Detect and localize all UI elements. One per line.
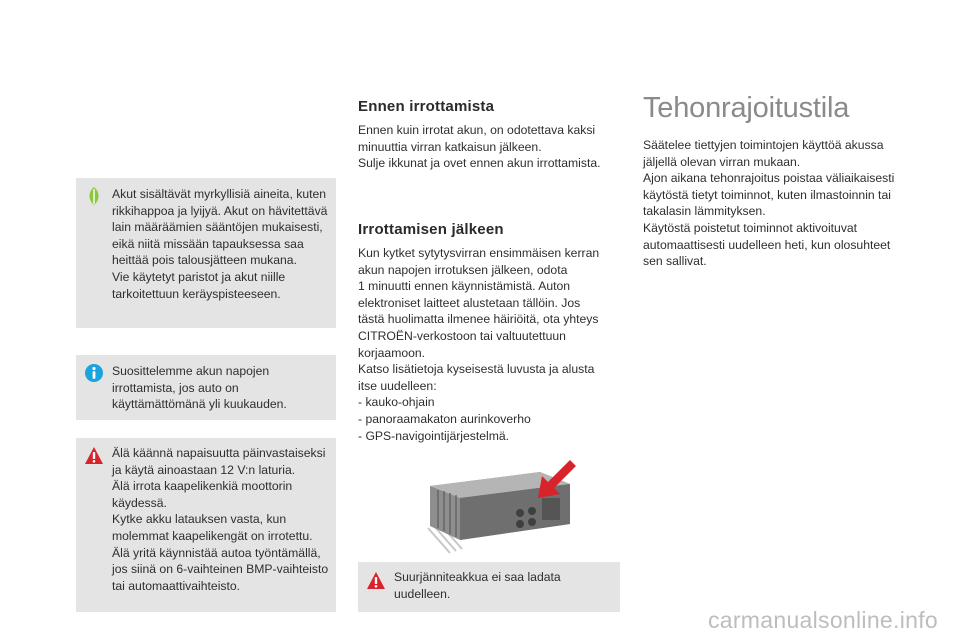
section-title-power-limiting: Tehonrajoitustila bbox=[643, 92, 850, 124]
warning-note-box bbox=[76, 438, 336, 612]
eco-note-box bbox=[76, 178, 336, 328]
warning-icon bbox=[84, 446, 104, 466]
watermark: carmanualsonline.info bbox=[707, 607, 938, 633]
warning-high-voltage-text: Suurjänniteakkua ei saa ladata uudelleen. bbox=[394, 570, 561, 601]
heading-before-disconnecting: Ennen irrottamista bbox=[358, 98, 495, 115]
info-note-text: Suosittelemme akun napojen irrottamista, jos auto on käyttämättömänä yli kuukauden. bbox=[112, 364, 287, 412]
warning-high-voltage-box bbox=[358, 562, 620, 612]
paragraph-power-limiting: Säätelee tiettyjen toimintojen käyttöä akussa jäljellä olevan virran mukaan. Ajon aikana tehonrajoitus poistaa väliaikaisesti käytöstä tietyt toiminnot, kuten ilmastoinnin tai takalasin lämmityksen. Käytöstä poistetut toiminnot aktivoituvat automaattisesti uudelleen heti, kun olosuhteet sen sallivat. bbox=[643, 138, 895, 269]
info-note-box bbox=[76, 355, 336, 420]
warning-icon bbox=[366, 571, 386, 591]
eco-note-text: Akut sisältävät myrkyllisiä aineita, kuten rikkihappoa ja lyijyä. Akut on hävitettävä lain määräämien sääntöjen mukaisesti, eikä niitä missään tapauksessa saa heittää pois talousjätteen mukana. Vie käytetyt paristot ja akut niille tarkoitettuun keräyspisteeseen. bbox=[112, 187, 328, 301]
paragraph-after-disconnecting: Kun kytket sytytysvirran ensimmäisen kerran akun napojen irrotuksen jälkeen, odota 1 minuutti ennen käynnistämistä. Auton elektroniset laitteet alustetaan tällöin. Jos tästä huolimatta ilmenee häiriöitä, ota yhteys CITROËN-verkostoon tai valtuutettuun korjaamoon. Katso lisätietoja kyseisestä luvusta ja alusta itse uudelleen: - kauko-ohjain - panoraamakaton aurinkoverho - GPS-navigointijärjestelmä. bbox=[358, 246, 600, 443]
battery-pack-illustration bbox=[420, 458, 590, 558]
warning-note-text: Älä käännä napaisuutta päinvastaiseksi ja käytä ainoastaan 12 V:n laturia. Älä irrota kaapelikenkiä moottorin käydessä. Kytke akku latauksen vasta, kun molemmat kaapelikengät on irrotettu. Älä yritä käynnistää autoa työntämällä, jos siinä on 6-vaihteinen BMP-vaihteisto tai automaattivaihteisto. bbox=[112, 446, 329, 593]
info-icon bbox=[84, 363, 104, 383]
leaf-icon bbox=[84, 186, 104, 206]
paragraph-before-disconnecting: Ennen kuin irrotat akun, on odotettava kaksi minuuttia virran katkaisun jälkeen. Sulje ikkunat ja ovet ennen akun irrottamista. bbox=[358, 123, 601, 171]
heading-after-disconnecting: Irrottamisen jälkeen bbox=[358, 221, 504, 238]
